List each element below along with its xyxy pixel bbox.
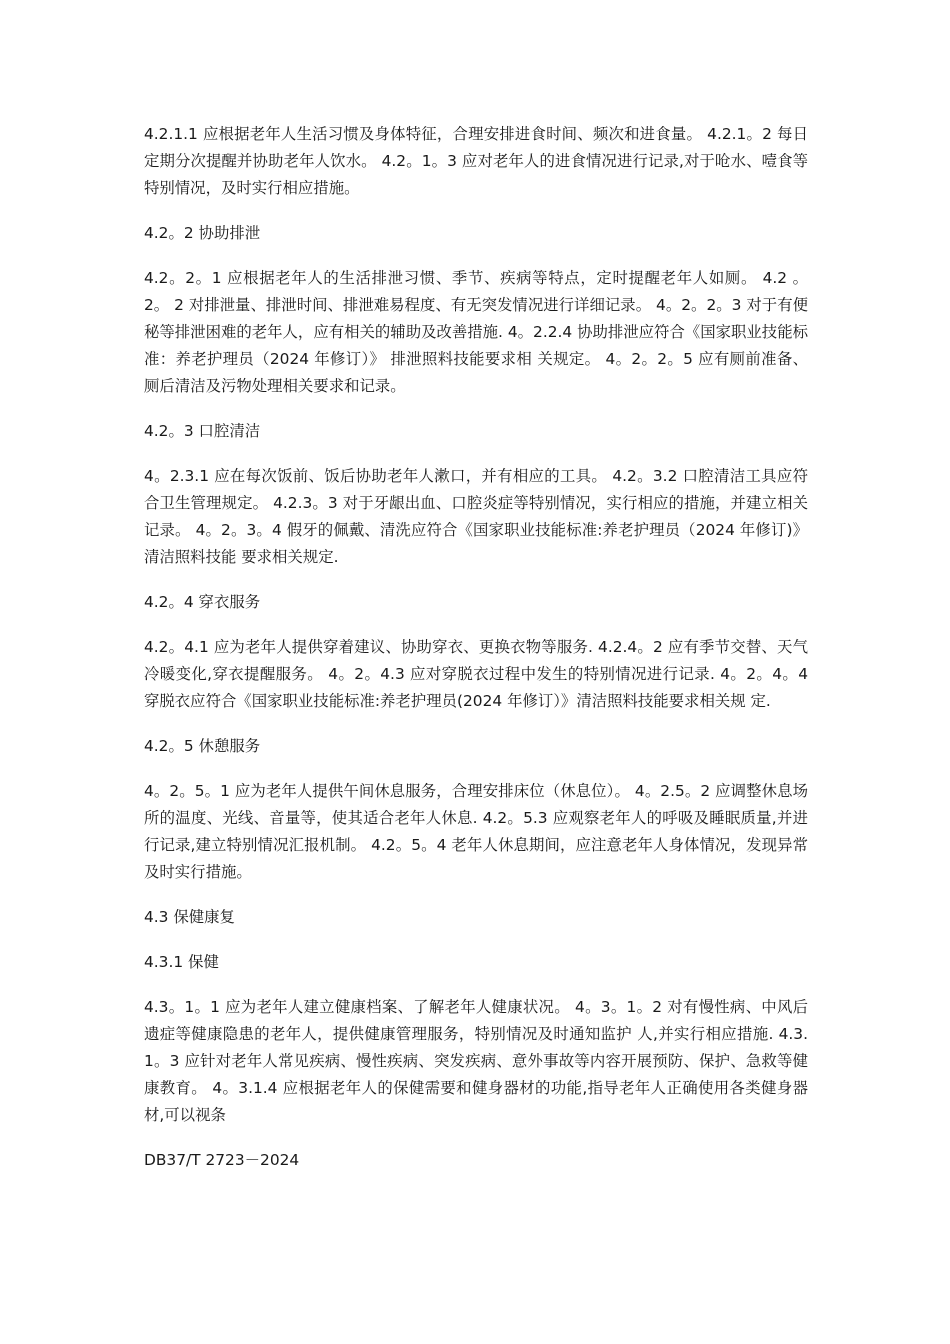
document-body [144, 121, 808, 1174]
standard-number-footer: DB37/T 2723－2024 [144, 1151, 300, 1169]
paragraph-4-3-1: 4.3。1。1 应为老年人建立健康档案、了解老年人健康状况。 4。3。1。2 对有慢性病、中风后遗症等健康隐患的老年人，提供健康管理服务，特别情况及时通知监护 人,并实行相应措施. 4.3.1。3 应针对老年人常见疾病、慢性疾病、突发疾病、意外事故等内容开展预防、保护、急救等健 康教育。 4。3.1.4 应根据老年人的保健需要和健身器材的功能,指导老年人正确使用各类健身器材,可以视条 [144, 998, 808, 1124]
section-heading-4-2-3: 4.2。3 口腔清洁 [144, 422, 261, 440]
section-heading-4-3: 4.3 保健康复 [144, 908, 235, 926]
section-heading-4-2-5: 4.2。5 休憩服务 [144, 737, 261, 755]
paragraph-4-2-1: 4.2.1.1 应根据老年人生活习惯及身体特征，合理安排进食时间、频次和进食量。 4.2.1。2 每日定期分次提醒并协助老年人饮水。 4.2。1。3 应对老年人的进食情况进行记录,对于呛水、噎食等特别情况，及时实行相应措施。 [144, 125, 808, 197]
paragraph-4-2-4: 4.2。4.1 应为老年人提供穿着建议、协助穿衣、更换衣物等服务. 4.2.4。2 应有季节交替、天气冷暖变化,穿衣提醒服务。 4。2。4.3 应对穿脱衣过程中发生的特别情况进行记录. 4。2。4。4 穿脱衣应符合《国家职业技能标准:养老护理员(2024 年修订）》清洁照料技能要求相关规 定. [144, 638, 808, 710]
section-heading-4-2-4: 4.2。4 穿衣服务 [144, 593, 261, 611]
paragraph-4-2-3: 4。2.3.1 应在每次饭前、饭后协助老年人漱口，并有相应的工具。 4.2。3.2 口腔清洁工具应符合卫生管理规定。 4.2.3。3 对于牙龈出血、口腔炎症等特别情况，实行相应的措施，并建立相关记录。 4。2。3。4 假牙的佩戴、清洗应符合《国家职业技能标准:养老护理员（2024 年修订)》清洁照料技能 要求相关规定. [144, 467, 808, 566]
paragraph-4-2-2: 4.2。2。1 应根据老年人的生活排泄习惯、季节、疾病等特点，定时提醒老年人如厕。 4.2 。 2。 2 对排泄量、排泄时间、排泄难易程度、有无突发情况进行详细记录。 4。2。2。3 对于有便秘等排泄困难的老年人，应有相关的辅助及改善措施. 4。2.2.4 协助排泄应符合《国家职业技能标准：养老护理员（2024 年修订）》 排泄照料技能要求相 关规定。 4。2。2。5 应有厕前准备、厕后清洁及污物处理相关要求和记录。 [144, 269, 808, 395]
paragraph-4-2-5: 4。2。5。1 应为老年人提供午间休息服务，合理安排床位（休息位）。 4。2.5。2 应调整休息场所的温度、光线、音量等，使其适合老年人休息. 4.2。5.3 应观察老年人的呼吸及睡眠质量,并进行记录,建立特别情况汇报机制。 4.2。5。4 老年人休息期间，应注意老年人身体情况，发现异常及时实行措施。 [144, 782, 808, 881]
section-heading-4-2-2: 4.2。2 协助排泄 [144, 224, 261, 242]
section-heading-4-3-1: 4.3.1 保健 [144, 953, 219, 971]
